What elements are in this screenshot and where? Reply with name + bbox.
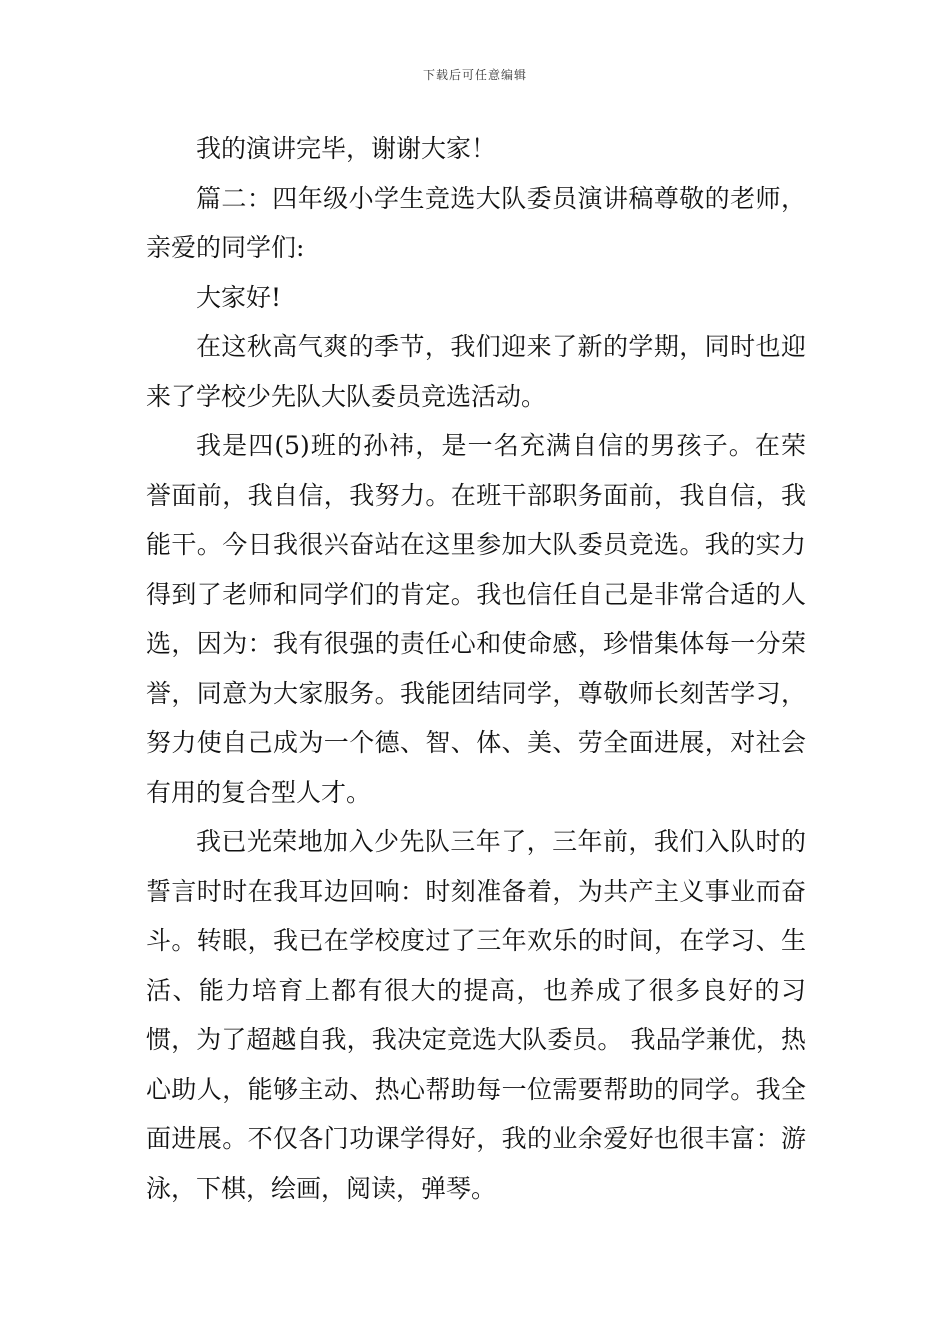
paragraph-section-title: 篇二：四年级小学生竞选大队委员演讲稿尊敬的老师，亲爱的同学们: [146, 183, 806, 262]
paragraph-greeting: 大家好! [196, 282, 282, 312]
document-body [146, 124, 806, 1213]
paragraph-intro: 在这秋高气爽的季节，我们迎来了新的学期，同时也迎来了学校少先队大队委员竞选活动。 [146, 332, 806, 411]
paragraph-self-introduction: 我是四(5)班的孙祎，是一名充满自信的男孩子。在荣誉面前，我自信，我努力。在班干部职务面前，我自信，我能干。今日我很兴奋站在这里参加大队委员竞选。我的实力得到了老师和同学们的肯定。我也信任自己是非常合适的人选，因为：我有很强的责任心和使命感，珍惜集体每一分荣誉，同意为大家服务。我能团结同学，尊敬师长刻苦学习，努力使自己成为一个德、智、体、美、劳全面进展，对社会有用的复合型人才。 [146, 431, 806, 807]
header-note: 下载后可任意编辑 [422, 68, 527, 82]
paragraph-closing: 我的演讲完毕，谢谢大家！ [196, 134, 497, 163]
paragraph-experience: 我已光荣地加入少先队三年了，三年前，我们入队时的誓言时时在我耳边回响：时刻准备着，为共产主义事业而奋斗。转眼，我已在学校度过了三年欢乐的时间，在学习、生活、能力培育上都有很大的提高，也养成了很多良好的习惯，为了超越自我，我决定竞选大队委员。 我品学兼优，热心助人，能够主动、热心帮助每一位需要帮助的同学。我全面进展。不仅各门功课学得好，我的业余爱好也很丰富：游泳，下棋，绘画，阅读，弹琴。 [146, 827, 806, 1203]
